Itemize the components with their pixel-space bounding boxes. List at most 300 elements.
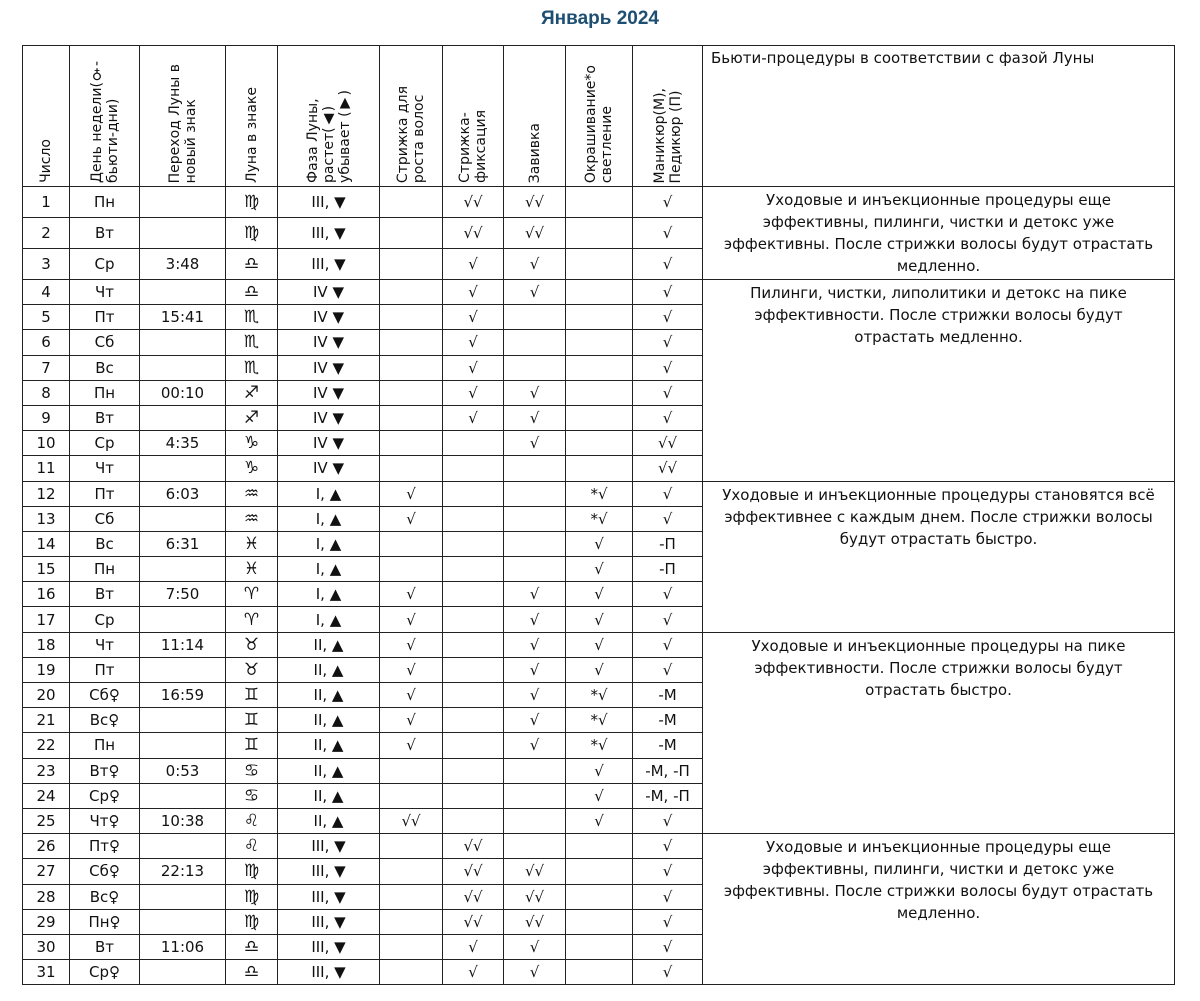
cut-fix-cell	[443, 657, 504, 682]
table-row	[23, 280, 1175, 305]
day-cell: 8	[23, 380, 70, 405]
phase-cell: III, ▼	[278, 960, 380, 985]
perm-cell: √√	[504, 218, 566, 249]
color-cell	[566, 355, 633, 380]
perm-cell: √	[504, 607, 566, 632]
cut-fix-cell: √	[443, 405, 504, 430]
transition-cell	[140, 783, 226, 808]
manicure-cell: √√	[633, 431, 703, 456]
phase-cell: IV ▼	[278, 330, 380, 355]
perm-cell	[504, 506, 566, 531]
cut-growth-cell	[380, 280, 443, 305]
manicure-cell: √	[633, 405, 703, 430]
day-cell: 19	[23, 657, 70, 682]
day-cell: 5	[23, 305, 70, 330]
transition-cell	[140, 456, 226, 481]
header-sign: Луна в знаке	[226, 46, 278, 187]
cut-fix-cell	[443, 607, 504, 632]
sign-cell: ♏	[226, 355, 278, 380]
perm-cell: √	[504, 632, 566, 657]
sign-cell: ♐	[226, 405, 278, 430]
perm-cell	[504, 355, 566, 380]
color-cell	[566, 834, 633, 859]
weekday-cell: Сб♀	[70, 859, 140, 884]
phase-cell: I, ▲	[278, 607, 380, 632]
transition-cell	[140, 909, 226, 934]
manicure-cell: √	[633, 481, 703, 506]
color-cell	[566, 456, 633, 481]
cut-growth-cell	[380, 909, 443, 934]
manicure-cell: -М	[633, 733, 703, 758]
color-cell: √	[566, 808, 633, 833]
cut-fix-cell: √	[443, 380, 504, 405]
cut-fix-cell	[443, 708, 504, 733]
perm-cell: √	[504, 683, 566, 708]
weekday-cell: Вс♀	[70, 708, 140, 733]
manicure-cell: √	[633, 506, 703, 531]
beauty-procedures-note: Уходовые и инъекционные процедуры становятся всё эффективнее с каждым днем. После стрижки волосы будут отрастать быстро.	[703, 481, 1175, 632]
table-row	[23, 632, 1175, 657]
day-cell: 11	[23, 456, 70, 481]
weekday-cell: Чт♀	[70, 808, 140, 833]
perm-cell	[504, 481, 566, 506]
cut-growth-cell: √√	[380, 808, 443, 833]
color-cell: √	[566, 582, 633, 607]
sign-cell: ♎	[226, 960, 278, 985]
phase-cell: IV ▼	[278, 380, 380, 405]
phase-cell: IV ▼	[278, 456, 380, 481]
sign-cell: ♎	[226, 280, 278, 305]
transition-cell	[140, 218, 226, 249]
day-cell: 30	[23, 934, 70, 959]
day-cell: 13	[23, 506, 70, 531]
phase-cell: I, ▲	[278, 481, 380, 506]
perm-cell	[504, 531, 566, 556]
header-manicure: Маникюр(М), Педикюр (П)	[633, 46, 703, 187]
manicure-cell: √	[633, 280, 703, 305]
cut-growth-cell: √	[380, 506, 443, 531]
cut-fix-cell: √√	[443, 884, 504, 909]
cut-fix-cell: √	[443, 355, 504, 380]
manicure-cell: √	[633, 960, 703, 985]
perm-cell	[504, 456, 566, 481]
cut-growth-cell: √	[380, 683, 443, 708]
perm-cell: √√	[504, 909, 566, 934]
phase-cell: IV ▼	[278, 431, 380, 456]
cut-fix-cell: √	[443, 934, 504, 959]
color-cell	[566, 431, 633, 456]
day-cell: 20	[23, 683, 70, 708]
cut-growth-cell: √	[380, 733, 443, 758]
perm-cell	[504, 305, 566, 330]
manicure-cell: √	[633, 834, 703, 859]
sign-cell: ♒	[226, 481, 278, 506]
transition-cell: 11:14	[140, 632, 226, 657]
color-cell	[566, 380, 633, 405]
sign-cell: ♍	[226, 884, 278, 909]
perm-cell: √	[504, 249, 566, 280]
color-cell	[566, 884, 633, 909]
day-cell: 10	[23, 431, 70, 456]
header-weekday: День недели(♀- бьюти-дни)	[70, 46, 140, 187]
cut-growth-cell	[380, 330, 443, 355]
table-row	[23, 481, 1175, 506]
transition-cell: 6:31	[140, 531, 226, 556]
phase-cell: III, ▼	[278, 218, 380, 249]
day-cell: 9	[23, 405, 70, 430]
weekday-cell: Вт	[70, 582, 140, 607]
weekday-cell: Сб♀	[70, 683, 140, 708]
day-cell: 15	[23, 557, 70, 582]
day-cell: 3	[23, 249, 70, 280]
perm-cell	[504, 557, 566, 582]
perm-cell	[504, 758, 566, 783]
phase-cell: IV ▼	[278, 405, 380, 430]
weekday-cell: Пн	[70, 380, 140, 405]
weekday-cell: Вт	[70, 934, 140, 959]
phase-cell: II, ▲	[278, 758, 380, 783]
sign-cell: ♓	[226, 531, 278, 556]
cut-growth-cell	[380, 859, 443, 884]
transition-cell	[140, 708, 226, 733]
cut-growth-cell	[380, 934, 443, 959]
cut-fix-cell	[443, 683, 504, 708]
manicure-cell: √	[633, 632, 703, 657]
cut-fix-cell: √	[443, 305, 504, 330]
weekday-cell: Пн	[70, 557, 140, 582]
perm-cell: √	[504, 657, 566, 682]
color-cell: *√	[566, 683, 633, 708]
beauty-procedures-note: Уходовые и инъекционные процедуры на пике эффективности. После стрижки волосы будут отрастать быстро.	[703, 632, 1175, 834]
transition-cell	[140, 330, 226, 355]
manicure-cell: √	[633, 884, 703, 909]
perm-cell: √	[504, 960, 566, 985]
cut-fix-cell	[443, 632, 504, 657]
calendar-body	[23, 187, 1175, 985]
phase-cell: II, ▲	[278, 632, 380, 657]
weekday-cell: Пт♀	[70, 834, 140, 859]
sign-cell: ♌	[226, 834, 278, 859]
transition-cell: 0:53	[140, 758, 226, 783]
header-cut-fix: Стрижка- фиксация	[443, 46, 504, 187]
perm-cell: √	[504, 280, 566, 305]
cut-fix-cell: √√	[443, 218, 504, 249]
phase-cell: II, ▲	[278, 783, 380, 808]
weekday-cell: Сб	[70, 506, 140, 531]
phase-cell: I, ▲	[278, 557, 380, 582]
color-cell: √	[566, 758, 633, 783]
weekday-cell: Пн♀	[70, 909, 140, 934]
transition-cell	[140, 834, 226, 859]
day-cell: 16	[23, 582, 70, 607]
weekday-cell: Вс	[70, 531, 140, 556]
header-day: Число	[23, 46, 70, 187]
weekday-cell: Пт	[70, 657, 140, 682]
weekday-cell: Вс♀	[70, 884, 140, 909]
sign-cell: ♑	[226, 431, 278, 456]
day-cell: 22	[23, 733, 70, 758]
header-perm: Завивка	[504, 46, 566, 187]
manicure-cell: √	[633, 607, 703, 632]
cut-growth-cell	[380, 557, 443, 582]
day-cell: 28	[23, 884, 70, 909]
beauty-procedures-note: Пилинги, чистки, липолитики и детокс на пике эффективности. После стрижки волосы будут отрастать медленно.	[703, 280, 1175, 482]
perm-cell	[504, 783, 566, 808]
cut-growth-cell: √	[380, 607, 443, 632]
transition-cell: 7:50	[140, 582, 226, 607]
weekday-cell: Пт	[70, 305, 140, 330]
transition-cell: 22:13	[140, 859, 226, 884]
perm-cell: √√	[504, 884, 566, 909]
color-cell	[566, 859, 633, 884]
transition-cell	[140, 280, 226, 305]
beauty-procedures-note: Уходовые и инъекционные процедуры еще эффективны, пилинги, чистки и детокс уже эффективны. После стрижки волосы будут отрастать медленно.	[703, 834, 1175, 985]
transition-cell: 15:41	[140, 305, 226, 330]
cut-fix-cell	[443, 582, 504, 607]
transition-cell	[140, 557, 226, 582]
phase-cell: I, ▲	[278, 582, 380, 607]
phase-cell: III, ▼	[278, 249, 380, 280]
sign-cell: ♊	[226, 708, 278, 733]
cut-fix-cell: √	[443, 280, 504, 305]
transition-cell	[140, 506, 226, 531]
weekday-cell: Вт	[70, 218, 140, 249]
sign-cell: ♍	[226, 859, 278, 884]
weekday-cell: Ср♀	[70, 783, 140, 808]
manicure-cell: √	[633, 859, 703, 884]
header-beauty: Бьюти-процедуры в соответствии с фазой Луны	[703, 46, 1175, 187]
phase-cell: III, ▼	[278, 859, 380, 884]
cut-growth-cell	[380, 758, 443, 783]
cut-growth-cell	[380, 783, 443, 808]
phase-cell: III, ▼	[278, 909, 380, 934]
manicure-cell: √	[633, 355, 703, 380]
sign-cell: ♏	[226, 330, 278, 355]
beauty-procedures-note: Уходовые и инъекционные процедуры еще эффективны, пилинги, чистки и детокс уже эффективны. После стрижки волосы будут отрастать медленно.	[703, 187, 1175, 280]
sign-cell: ♈	[226, 582, 278, 607]
color-cell: √	[566, 657, 633, 682]
cut-growth-cell	[380, 218, 443, 249]
cut-growth-cell	[380, 531, 443, 556]
phase-cell: I, ▲	[278, 531, 380, 556]
manicure-cell: √	[633, 249, 703, 280]
cut-fix-cell: √	[443, 960, 504, 985]
cut-fix-cell: √	[443, 249, 504, 280]
cut-fix-cell	[443, 557, 504, 582]
sign-cell: ♐	[226, 380, 278, 405]
phase-cell: IV ▼	[278, 305, 380, 330]
cut-fix-cell	[443, 481, 504, 506]
transition-cell	[140, 607, 226, 632]
sign-cell: ♎	[226, 934, 278, 959]
header-phase: Фаза Луны, растет(▲) убывает (▼)	[278, 46, 380, 187]
header-color: Окрашивание*о светление	[566, 46, 633, 187]
manicure-cell: √	[633, 934, 703, 959]
weekday-cell: Пн	[70, 187, 140, 218]
weekday-cell: Вс	[70, 355, 140, 380]
weekday-cell: Ср♀	[70, 960, 140, 985]
sign-cell: ♍	[226, 187, 278, 218]
perm-cell: √	[504, 708, 566, 733]
perm-cell	[504, 834, 566, 859]
day-cell: 17	[23, 607, 70, 632]
cut-fix-cell	[443, 783, 504, 808]
color-cell: √	[566, 783, 633, 808]
sign-cell: ♌	[226, 808, 278, 833]
perm-cell	[504, 330, 566, 355]
day-cell: 2	[23, 218, 70, 249]
manicure-cell: √√	[633, 456, 703, 481]
cut-growth-cell	[380, 884, 443, 909]
manicure-cell: -М, -П	[633, 783, 703, 808]
manicure-cell: √	[633, 305, 703, 330]
manicure-cell: √	[633, 909, 703, 934]
transition-cell: 11:06	[140, 934, 226, 959]
header-transition: Переход Луны в новый знак	[140, 46, 226, 187]
color-cell	[566, 305, 633, 330]
color-cell: *√	[566, 481, 633, 506]
sign-cell: ♉	[226, 657, 278, 682]
day-cell: 26	[23, 834, 70, 859]
color-cell	[566, 960, 633, 985]
sign-cell: ♍	[226, 909, 278, 934]
transition-cell	[140, 733, 226, 758]
phase-cell: II, ▲	[278, 657, 380, 682]
color-cell: *√	[566, 506, 633, 531]
transition-cell: 00:10	[140, 380, 226, 405]
weekday-cell: Чт	[70, 632, 140, 657]
phase-cell: II, ▲	[278, 733, 380, 758]
calendar-table	[22, 45, 1175, 985]
transition-cell	[140, 960, 226, 985]
perm-cell: √	[504, 431, 566, 456]
manicure-cell: -М	[633, 708, 703, 733]
cut-growth-cell	[380, 456, 443, 481]
color-cell	[566, 218, 633, 249]
cut-growth-cell	[380, 305, 443, 330]
page-title: Январь 2024	[541, 8, 659, 29]
cut-fix-cell	[443, 431, 504, 456]
day-cell: 21	[23, 708, 70, 733]
day-cell: 29	[23, 909, 70, 934]
sign-cell: ♒	[226, 506, 278, 531]
day-cell: 27	[23, 859, 70, 884]
manicure-cell: -П	[633, 557, 703, 582]
header-row	[23, 46, 1175, 187]
phase-cell: IV ▼	[278, 355, 380, 380]
manicure-cell: √	[633, 582, 703, 607]
color-cell	[566, 187, 633, 218]
transition-cell	[140, 405, 226, 430]
manicure-cell: √	[633, 808, 703, 833]
manicure-cell: √	[633, 187, 703, 218]
manicure-cell: -П	[633, 531, 703, 556]
phase-cell: III, ▼	[278, 187, 380, 218]
transition-cell: 4:35	[140, 431, 226, 456]
day-cell: 31	[23, 960, 70, 985]
manicure-cell: √	[633, 330, 703, 355]
cut-growth-cell	[380, 960, 443, 985]
transition-cell: 16:59	[140, 683, 226, 708]
color-cell: √	[566, 557, 633, 582]
day-cell: 23	[23, 758, 70, 783]
phase-cell: II, ▲	[278, 808, 380, 833]
weekday-cell: Вт♀	[70, 758, 140, 783]
cut-growth-cell: √	[380, 481, 443, 506]
cut-fix-cell	[443, 733, 504, 758]
phase-cell: IV ▼	[278, 280, 380, 305]
color-cell	[566, 405, 633, 430]
cut-growth-cell	[380, 834, 443, 859]
sign-cell: ♓	[226, 557, 278, 582]
table-row	[23, 187, 1175, 218]
cut-fix-cell	[443, 506, 504, 531]
cut-fix-cell: √√	[443, 187, 504, 218]
sign-cell: ♉	[226, 632, 278, 657]
day-cell: 25	[23, 808, 70, 833]
weekday-cell: Ср	[70, 249, 140, 280]
cut-fix-cell	[443, 808, 504, 833]
color-cell: *√	[566, 708, 633, 733]
weekday-cell: Пт	[70, 481, 140, 506]
color-cell: √	[566, 531, 633, 556]
cut-fix-cell	[443, 456, 504, 481]
phase-cell: III, ▼	[278, 934, 380, 959]
weekday-cell: Сб	[70, 330, 140, 355]
day-cell: 24	[23, 783, 70, 808]
day-cell: 6	[23, 330, 70, 355]
sign-cell: ♊	[226, 683, 278, 708]
day-cell: 7	[23, 355, 70, 380]
cut-growth-cell	[380, 405, 443, 430]
perm-cell: √√	[504, 187, 566, 218]
phase-cell: III, ▼	[278, 834, 380, 859]
color-cell	[566, 249, 633, 280]
color-cell: √	[566, 607, 633, 632]
table-row	[23, 834, 1175, 859]
phase-cell: III, ▼	[278, 884, 380, 909]
manicure-cell: -М	[633, 683, 703, 708]
color-cell	[566, 909, 633, 934]
manicure-cell: √	[633, 380, 703, 405]
cut-growth-cell: √	[380, 632, 443, 657]
cut-fix-cell: √√	[443, 909, 504, 934]
perm-cell: √	[504, 934, 566, 959]
perm-cell	[504, 808, 566, 833]
cut-fix-cell	[443, 758, 504, 783]
cut-growth-cell: √	[380, 657, 443, 682]
color-cell: *√	[566, 733, 633, 758]
cut-fix-cell: √√	[443, 859, 504, 884]
manicure-cell: √	[633, 218, 703, 249]
transition-cell	[140, 657, 226, 682]
cut-fix-cell: √	[443, 330, 504, 355]
sign-cell: ♈	[226, 607, 278, 632]
cut-growth-cell	[380, 187, 443, 218]
weekday-cell: Вт	[70, 405, 140, 430]
sign-cell: ♋	[226, 783, 278, 808]
sign-cell: ♎	[226, 249, 278, 280]
color-cell	[566, 934, 633, 959]
transition-cell	[140, 187, 226, 218]
sign-cell: ♊	[226, 733, 278, 758]
day-cell: 12	[23, 481, 70, 506]
weekday-cell: Ср	[70, 607, 140, 632]
phase-cell: I, ▲	[278, 506, 380, 531]
day-cell: 18	[23, 632, 70, 657]
cut-growth-cell	[380, 380, 443, 405]
sign-cell: ♏	[226, 305, 278, 330]
